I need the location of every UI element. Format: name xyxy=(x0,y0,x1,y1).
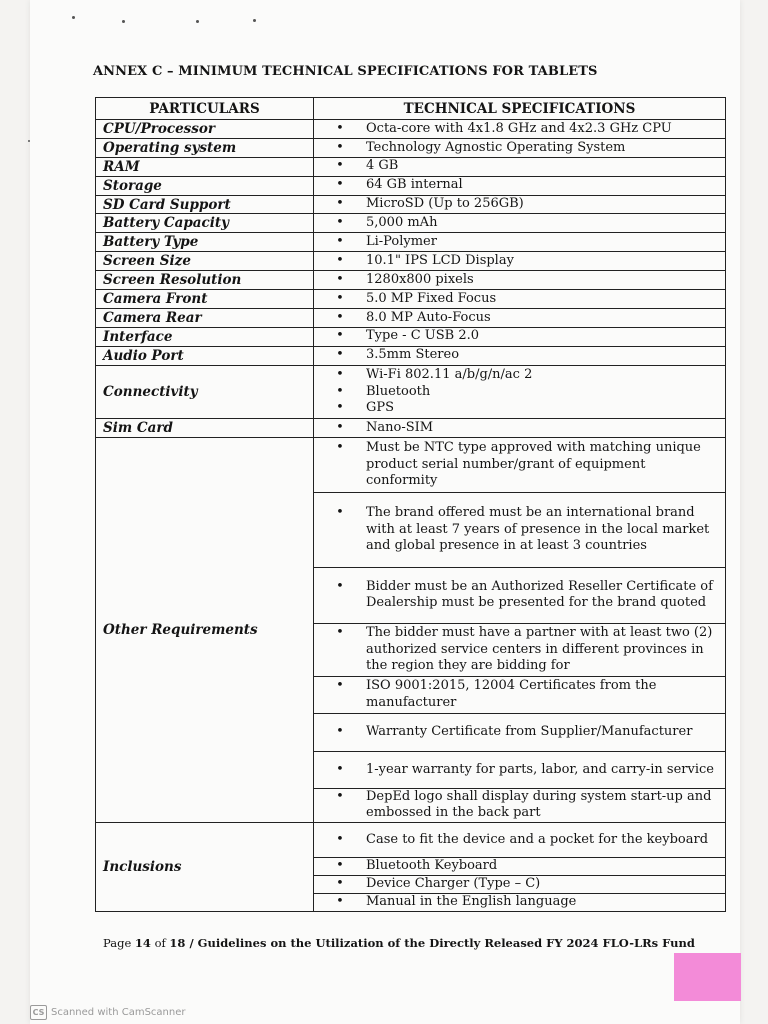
spec-item-text: 4 GB xyxy=(366,158,399,174)
spec-item xyxy=(314,724,725,741)
spec-cell xyxy=(314,308,726,327)
spec-item-text: Manual in the English language xyxy=(366,894,577,910)
spec-item xyxy=(314,678,725,711)
scan-speck xyxy=(122,20,125,23)
spec-item xyxy=(314,505,725,555)
spec-cell xyxy=(314,157,726,176)
spec-item xyxy=(314,894,725,911)
table-row xyxy=(96,308,726,327)
bullet-icon: • xyxy=(336,419,344,435)
table-row xyxy=(96,419,726,438)
spec-item xyxy=(314,579,725,612)
spec-item xyxy=(314,234,725,251)
header-technical-specifications: TECHNICAL SPECIFICATIONS xyxy=(314,98,726,120)
scanner-label: Scanned with CamScanner xyxy=(51,1007,186,1018)
spec-item xyxy=(314,858,725,875)
table-body xyxy=(96,120,726,912)
row-label-inclusions: Inclusions xyxy=(96,822,314,911)
spec-item xyxy=(314,625,725,675)
row-label-screen-size: Screen Size xyxy=(96,252,314,271)
bullet-icon: • xyxy=(336,858,344,874)
bullet-icon: • xyxy=(336,894,344,910)
bullet-icon: • xyxy=(336,347,344,363)
spec-cell xyxy=(314,857,726,875)
row-label-cpu-processor: CPU/Processor xyxy=(96,120,314,139)
bullet-icon: • xyxy=(336,328,344,344)
header-particulars: PARTICULARS xyxy=(96,98,314,120)
spec-item-text: Li-Polymer xyxy=(366,234,437,250)
spec-cell xyxy=(314,195,726,214)
spec-item xyxy=(314,272,725,289)
spec-item xyxy=(314,328,725,345)
spec-item-text: Device Charger (Type – C) xyxy=(366,876,541,892)
spec-item-text: The brand offered must be an international brand with at least 7 years of presence in the local market and global presence in at least 3 countries xyxy=(366,505,710,554)
annex-title: ANNEX C – MINIMUM TECHNICAL SPECIFICATIONS FOR TABLETS xyxy=(93,64,598,79)
row-label-audio-port: Audio Port xyxy=(96,346,314,365)
bullet-icon: • xyxy=(336,578,344,594)
footer-of: of xyxy=(150,936,170,950)
bullet-icon: • xyxy=(336,309,344,325)
sticky-note xyxy=(674,953,741,1001)
scan-speck xyxy=(72,16,75,19)
bullet-icon: • xyxy=(336,383,344,399)
spec-cell xyxy=(314,676,726,713)
spec-item-text: 64 GB internal xyxy=(366,177,463,193)
spec-item xyxy=(314,177,725,194)
spec-item-text: 1-year warranty for parts, labor, and carry-in service xyxy=(366,761,714,777)
spec-item-text: ISO 9001:2015, 12004 Certificates from the manufacturer xyxy=(366,678,657,710)
bullet-icon: • xyxy=(336,367,344,383)
scanner-watermark xyxy=(30,1005,186,1020)
table-row xyxy=(96,176,726,195)
row-label-interface: Interface xyxy=(96,327,314,346)
spec-cell xyxy=(314,419,726,438)
table-row xyxy=(96,252,726,271)
bullet-icon: • xyxy=(336,625,344,641)
bullet-icon: • xyxy=(336,290,344,306)
table-row xyxy=(96,365,726,419)
spec-item-text: 3.5mm Stereo xyxy=(366,347,460,363)
footer-page-number: 14 xyxy=(134,936,151,950)
spec-cell xyxy=(314,233,726,252)
spec-item-text: Bluetooth xyxy=(366,383,431,399)
bullet-icon: • xyxy=(336,788,344,804)
spec-item-text: Octa-core with 4x1.8 GHz and 4x2.3 GHz CPU xyxy=(366,120,672,136)
bullet-icon: • xyxy=(336,215,344,231)
spec-item-text: Case to fit the device and a pocket for the keyboard xyxy=(366,831,709,847)
bullet-icon: • xyxy=(336,761,344,777)
spec-item-text: Type - C USB 2.0 xyxy=(366,328,479,344)
spec-item xyxy=(314,140,725,157)
bullet-icon: • xyxy=(336,876,344,892)
footer-page-prefix: Page xyxy=(103,936,135,950)
spec-item-text: MicroSD (Up to 256GB) xyxy=(366,196,524,212)
spec-cell xyxy=(314,252,726,271)
footer-document-title: / Guidelines on the Utilization of the Directly Released FY 2024 FLO-LRs Fund xyxy=(185,936,695,950)
bullet-icon: • xyxy=(336,724,344,740)
spec-item xyxy=(314,789,725,822)
spec-item-text: DepEd logo shall display during system start-up and embossed in the back part xyxy=(366,788,712,821)
spec-item-text: Bluetooth Keyboard xyxy=(366,858,498,874)
spec-cell xyxy=(314,492,726,567)
spec-item xyxy=(314,215,725,232)
spec-cell xyxy=(314,437,726,492)
footer-total-pages: 18 xyxy=(169,936,186,950)
bullet-icon: • xyxy=(336,440,344,456)
bullet-icon: • xyxy=(336,678,344,694)
spec-cell xyxy=(314,176,726,195)
table-row xyxy=(96,437,726,492)
spec-cell xyxy=(314,788,726,822)
table-row xyxy=(96,120,726,139)
bullet-icon: • xyxy=(336,252,344,268)
table-row xyxy=(96,290,726,309)
spec-cell xyxy=(314,327,726,346)
row-label-battery-type: Battery Type xyxy=(96,233,314,252)
spec-item xyxy=(314,384,725,401)
spec-item xyxy=(314,367,725,384)
spec-item xyxy=(314,420,725,437)
spec-cell xyxy=(314,138,726,157)
spec-item-text: 8.0 MP Auto-Focus xyxy=(366,309,491,325)
spec-cell xyxy=(314,214,726,233)
row-label-storage: Storage xyxy=(96,176,314,195)
bullet-icon: • xyxy=(336,158,344,174)
table-header-row xyxy=(96,98,726,120)
row-label-operating-system: Operating system xyxy=(96,138,314,157)
row-label-screen-resolution: Screen Resolution xyxy=(96,271,314,290)
spec-item-text: Must be NTC type approved with matching unique product serial number/grant of equipment conformity xyxy=(366,440,701,489)
spec-item-text: 5.0 MP Fixed Focus xyxy=(366,290,497,306)
spec-item xyxy=(314,158,725,175)
spec-cell xyxy=(314,875,726,893)
spec-item xyxy=(314,253,725,270)
spec-cell xyxy=(314,365,726,419)
row-label-connectivity: Connectivity xyxy=(96,365,314,419)
spec-cell xyxy=(314,120,726,139)
spec-item-text: Bidder must be an Authorized Reseller Certificate of Dealership must be presented for the brand quoted xyxy=(366,578,713,611)
table-row xyxy=(96,346,726,365)
spec-cell xyxy=(314,290,726,309)
row-label-battery-capacity: Battery Capacity xyxy=(96,214,314,233)
spec-item xyxy=(314,347,725,364)
specifications-table xyxy=(95,97,726,912)
scan-speck xyxy=(28,140,30,142)
table-row xyxy=(96,195,726,214)
spec-cell xyxy=(314,713,726,751)
spec-cell xyxy=(314,623,726,676)
table-row xyxy=(96,822,726,857)
bullet-icon: • xyxy=(336,120,344,136)
spec-item-text: 5,000 mAh xyxy=(366,215,438,231)
spec-cell xyxy=(314,751,726,788)
spec-item xyxy=(314,440,725,490)
table-row xyxy=(96,138,726,157)
spec-item xyxy=(314,832,725,849)
bullet-icon: • xyxy=(336,177,344,193)
table-row xyxy=(96,233,726,252)
spec-item-text: 10.1" IPS LCD Display xyxy=(366,252,514,268)
spec-item-text: 1280x800 pixels xyxy=(366,271,474,287)
row-label-camera-front: Camera Front xyxy=(96,290,314,309)
spec-item-text: Nano-SIM xyxy=(366,419,434,435)
spec-item-text: Warranty Certificate from Supplier/Manufacturer xyxy=(366,724,693,740)
page-footer xyxy=(103,935,703,951)
row-label-sd-card-support: SD Card Support xyxy=(96,195,314,214)
spec-cell xyxy=(314,271,726,290)
row-label-sim-card: Sim Card xyxy=(96,419,314,438)
spec-item xyxy=(314,310,725,327)
table-row xyxy=(96,271,726,290)
spec-cell xyxy=(314,567,726,623)
table-row xyxy=(96,157,726,176)
row-label-other-requirements: Other Requirements xyxy=(96,437,314,822)
scan-speck xyxy=(196,20,199,23)
spec-item xyxy=(314,876,725,893)
camscanner-logo-icon: CS xyxy=(30,1005,47,1020)
spec-item-text: GPS xyxy=(366,400,395,416)
spec-item xyxy=(314,762,725,779)
bullet-icon: • xyxy=(336,271,344,287)
bullet-icon: • xyxy=(336,139,344,155)
table-row xyxy=(96,214,726,233)
spec-cell xyxy=(314,346,726,365)
spec-item xyxy=(314,196,725,213)
spec-cell xyxy=(314,822,726,857)
scan-speck xyxy=(253,19,256,22)
bullet-icon: • xyxy=(336,234,344,250)
table-row xyxy=(96,327,726,346)
row-label-camera-rear: Camera Rear xyxy=(96,308,314,327)
spec-item-text: Wi-Fi 802.11 a/b/g/n/ac 2 xyxy=(366,367,533,383)
row-label-ram: RAM xyxy=(96,157,314,176)
bullet-icon: • xyxy=(336,196,344,212)
bullet-icon: • xyxy=(336,505,344,521)
spec-item xyxy=(314,400,725,417)
bullet-icon: • xyxy=(336,831,344,847)
spec-item-text: Technology Agnostic Operating System xyxy=(366,139,626,155)
spec-item xyxy=(314,121,725,138)
spec-cell xyxy=(314,893,726,911)
spec-item-text: The bidder must have a partner with at least two (2) authorized service centers in different provinces in the region they are bidding for xyxy=(366,625,713,674)
spec-item xyxy=(314,291,725,308)
bullet-icon: • xyxy=(336,400,344,416)
